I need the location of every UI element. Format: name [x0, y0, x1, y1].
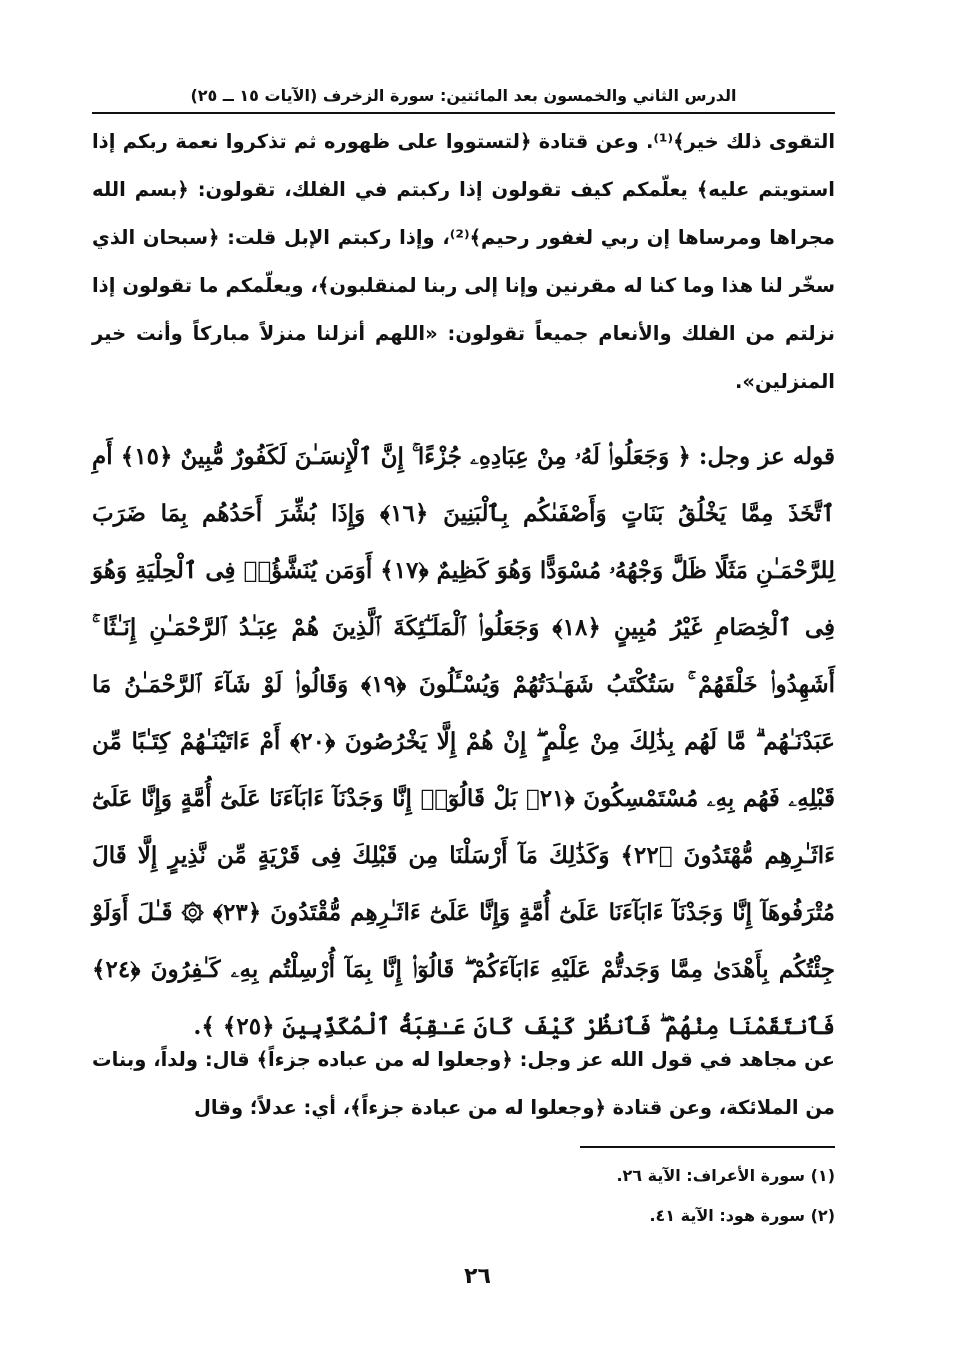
quran-verses-passage: قوله عز وجل: ﴿ وَجَعَلُوا۟ لَهُۥ مِنْ عِبَادِهِۦ جُزْءًا ۚ إِنَّ ٱلْإِنسَـٰنَ لَكَفُورٌ مُّبِينٌ ﴿١٥﴾ أَمِ ٱتَّخَذَ مِمَّا يَخْلُقُ بَنَاتٍ وَأَصْفَىٰكُم بِٱلْبَنِينَ ﴿١٦﴾ وَإِذَا بُشِّرَ أَحَدُهُم بِمَا ضَرَبَ لِلرَّحْمَـٰنِ مَثَلًا ظَلَّ وَجْهُهُۥ مُسْوَدًّا وَهُوَ كَظِيمٌ ﴿١٧﴾ أَوَمَن يُنَشَّؤُا۟ فِى ٱلْحِلْيَةِ وَهُوَ فِى ٱلْخِصَامِ غَيْرُ مُبِينٍ ﴿١٨﴾ وَجَعَلُوا۟ ٱلْمَلَـٰٓئِكَةَ ٱلَّذِينَ هُمْ عِبَـٰدُ ٱلرَّحْمَـٰنِ إِنَـٰثًا ۚ أَشَهِدُوا۟ خَلْقَهُمْ ۚ سَتُكْتَبُ شَهَـٰدَتُهُمْ وَيُسْـَٔلُونَ ﴿١٩﴾ وَقَالُوا۟ لَوْ شَآءَ ٱلرَّحْمَـٰنُ مَا عَبَدْنَـٰهُم ۗ مَّا لَهُم بِذَٰلِكَ مِنْ عِلْمٍ ۖ إِنْ هُمْ إِلَّا يَخْرُصُونَ ﴿٢٠﴾ أَمْ ءَاتَيْنَـٰهُمْ كِتَـٰبًا مِّن قَبْلِهِۦ فَهُم بِهِۦ مُسْتَمْسِكُونَ ﴿٢١﴾ بَلْ قَالُوٓا۟ إِنَّا وَجَدْنَآ ءَابَآءَنَا عَلَىٰٓ أُمَّةٍ وَإِنَّا عَلَىٰٓ ءَاثَـٰرِهِم مُّهْتَدُونَ ﴿٢٢﴾ وَكَذَٰلِكَ مَآ أَرْسَلْنَا مِن قَبْلِكَ فِى قَرْيَةٍ مِّن نَّذِيرٍ إِلَّا قَالَ مُتْرَفُوهَآ إِنَّا وَجَدْنَآ ءَابَآءَنَا عَلَىٰٓ أُمَّةٍ وَإِنَّا عَلَىٰٓ ءَاثَـٰرِهِم مُّقْتَدُونَ ﴿٢٣﴾ ۞ قَـٰلَ أَوَلَوْ جِئْتُكُم بِأَهْدَىٰ مِمَّا وَجَدتُّمْ عَلَيْهِ ءَابَآءَكُمْ ۖ قَالُوٓا۟ إِنَّا بِمَآ أُرْسِلْتُم بِهِۦ كَـٰفِرُونَ ﴿٢٤﴾ فَٱنتَقَمْنَا مِنْهُمْ ۖ فَٱنظُرْ كَيْفَ كَانَ عَـٰقِبَةُ ٱلْمُكَذِّبِينَ ﴿٢٥﴾ ﴾.: [92, 443, 836, 1040]
footnotes-list: [420, 1156, 835, 1236]
commentary-paragraph-1: التقوى ذلك خير﴾⁽¹⁾. وعن قتادة ﴿لتستووا على ظهوره ثم تذكروا نعمة ربكم إذا استويتم عليه﴾ يعلّمكم كيف تقولون إذا ركبتم في الفلك، تقولون: ﴿بسم الله مجراها ومرساها إن ربي لغفور رحيم﴾⁽²⁾، وإذا ركبتم الإبل قلت: ﴿سبحان الذي سخّر لنا هذا وما كنا له مقرنين وإنا إلى ربنا لمنقلبون﴾، ويعلّمكم ما تقولون إذا نزلتم من الفلك والأنعام جميعاً تقولون: «اللهم أنزلنا منزلاً مباركاً وأنت خير المنزلين».: [92, 130, 835, 393]
running-header: الدرس الثاني والخمسون بعد المائتين: سورة الزخرف (الآيات ١٥ ــ ٢٥): [190, 86, 737, 105]
header-divider: [92, 112, 835, 114]
footnote-divider: [580, 1146, 835, 1148]
footnote-2: (٢) سورة هود: الآية ٤١.: [649, 1206, 835, 1225]
commentary-paragraph-2: عن مجاهد في قول الله عز وجل: ﴿وجعلوا له من عباده جزءاً﴾ قال: ولداً، وبنات من الملائكة، وعن قتادة ﴿وجعلوا له من عبادة جزءاً﴾، أي: عدلاً؛ وقال: [92, 1048, 835, 1119]
page-number: ٢٦: [464, 1264, 491, 1289]
footnote-1: (١) سورة الأعراف: الآية ٢٦.: [616, 1166, 835, 1185]
